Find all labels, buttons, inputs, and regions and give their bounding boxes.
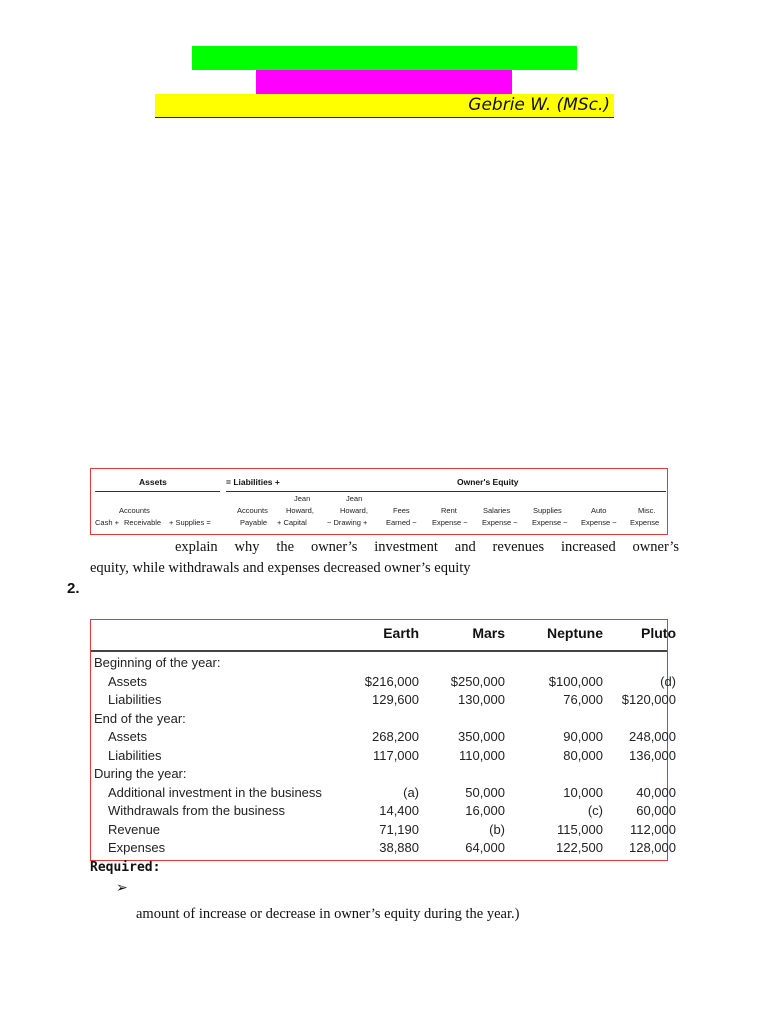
assets-heading: Assets — [139, 477, 167, 487]
row-label: Beginning of the year: — [94, 655, 221, 670]
row-value: 350,000 — [458, 729, 505, 744]
col-header-pluto: Pluto — [641, 625, 676, 641]
col-ar-a: Accounts — [119, 506, 150, 515]
col-ap-a: Accounts — [237, 506, 268, 515]
table-row — [91, 729, 676, 747]
liabilities-equity-rule — [226, 491, 666, 492]
col-drawing-a: Jean — [346, 494, 363, 503]
row-value: 110,000 — [458, 747, 505, 763]
col-rent-a: Rent — [441, 506, 457, 515]
row-value: 122,500 — [556, 840, 603, 855]
row-value: $120,000 — [621, 692, 676, 707]
accounting-equation-table — [90, 468, 668, 535]
row-value: 117,000 — [372, 747, 419, 763]
liabilities-heading: = Liabilities + — [226, 477, 280, 487]
col-rent-b: Expense − — [432, 518, 468, 527]
row-value: 80,000 — [563, 747, 603, 763]
row-value: 128,000 — [629, 840, 676, 855]
table-row — [91, 692, 676, 710]
row-label: Revenue — [108, 821, 161, 837]
company-data-table — [90, 619, 676, 861]
col-header-earth: Earth — [383, 625, 419, 641]
col-header-mars: Mars — [472, 625, 505, 641]
header-rule — [91, 650, 667, 652]
row-value: (a) — [403, 784, 419, 800]
row-value: $250,000 — [450, 673, 505, 689]
row-value: (c) — [587, 803, 603, 818]
row-value: 90,000 — [563, 729, 603, 744]
row-label: Withdrawals from the business — [108, 803, 286, 818]
row-value: 71,190 — [379, 821, 419, 837]
col-drawing-b: Howard, — [340, 506, 368, 515]
row-value: $100,000 — [548, 673, 603, 689]
col-ap-b: Payable — [240, 518, 268, 527]
row-value: 76,000 — [563, 692, 603, 707]
row-label: During the year: — [94, 766, 187, 781]
table-row — [91, 673, 676, 692]
highlight-bar-green — [192, 46, 577, 70]
row-value: 268,200 — [372, 729, 419, 744]
row-value: 136,000 — [629, 747, 676, 763]
owners-equity-heading: Owner's Equity — [457, 477, 519, 487]
author-name: Gebrie W. (MSc.) — [468, 95, 610, 115]
row-value: (b) — [489, 821, 505, 837]
col-salaries-b: Expense − — [482, 518, 518, 527]
row-value: 129,600 — [372, 692, 419, 707]
table-row — [91, 655, 667, 673]
col-salaries-a: Salaries — [483, 506, 511, 515]
row-value: 112,000 — [629, 821, 676, 837]
col-supp-exp-b: Expense − — [532, 518, 568, 527]
row-value: 14,400 — [379, 803, 419, 818]
row-value: 16,000 — [465, 803, 505, 818]
col-supp-exp-a: Supplies — [533, 506, 562, 515]
required-text: amount of increase or decrease in owner’s equity during the year.) — [136, 906, 520, 922]
col-fees-a: Fees — [393, 506, 410, 515]
col-misc-b: Expense — [630, 518, 660, 527]
row-label: Assets — [108, 729, 148, 744]
paragraph-line-2: equity, while withdrawals and expenses decreased owner’s equity — [90, 560, 471, 576]
row-label: Expenses — [108, 840, 166, 855]
row-value: 64,000 — [465, 840, 505, 855]
table-row — [91, 821, 676, 840]
row-label: Additional investment in the business — [108, 784, 322, 800]
row-label: End of the year: — [94, 710, 186, 726]
col-capital-b: Howard, — [286, 506, 314, 515]
table-row — [91, 784, 676, 803]
col-auto-b: Expense − — [581, 518, 617, 527]
col-supplies: + Supplies = — [169, 518, 211, 527]
row-value: $216,000 — [364, 673, 419, 689]
question-number: 2. — [67, 580, 80, 597]
col-cash: Cash + — [95, 518, 119, 527]
col-ar-b: Receivable — [124, 518, 162, 527]
bullet-arrow-icon: ➢ — [116, 881, 128, 896]
table-row — [91, 711, 667, 729]
required-label: Required: — [90, 860, 161, 875]
row-value: (d) — [660, 673, 676, 689]
row-label: Liabilities — [108, 692, 162, 707]
col-drawing-c: − Drawing + — [327, 518, 368, 527]
col-auto-a: Auto — [591, 506, 607, 515]
table-row — [91, 766, 667, 784]
col-header-neptune: Neptune — [547, 625, 603, 641]
col-capital-a: Jean — [294, 494, 311, 503]
col-fees-b: Earned − — [386, 518, 417, 527]
col-misc-a: Misc. — [638, 506, 656, 515]
table-row — [91, 803, 676, 821]
row-value: 248,000 — [629, 729, 676, 744]
row-value: 10,000 — [563, 784, 603, 800]
row-value: 60,000 — [636, 803, 676, 818]
col-capital-c: + Capital — [277, 518, 307, 527]
row-value: 130,000 — [458, 692, 505, 707]
assets-rule — [95, 491, 220, 492]
highlight-bar-magenta — [256, 70, 512, 94]
row-value: 115,000 — [556, 821, 603, 837]
table-row — [91, 840, 676, 858]
row-value: 40,000 — [636, 784, 676, 800]
table-row — [91, 747, 676, 766]
header-author-bar — [155, 94, 614, 118]
row-value: 38,880 — [379, 840, 419, 855]
row-value: 50,000 — [465, 784, 505, 800]
row-label: Liabilities — [108, 747, 162, 763]
paragraph-line-1: explain why the owner’s investment and revenues increased owner’s — [175, 539, 679, 555]
row-label: Assets — [108, 673, 148, 689]
